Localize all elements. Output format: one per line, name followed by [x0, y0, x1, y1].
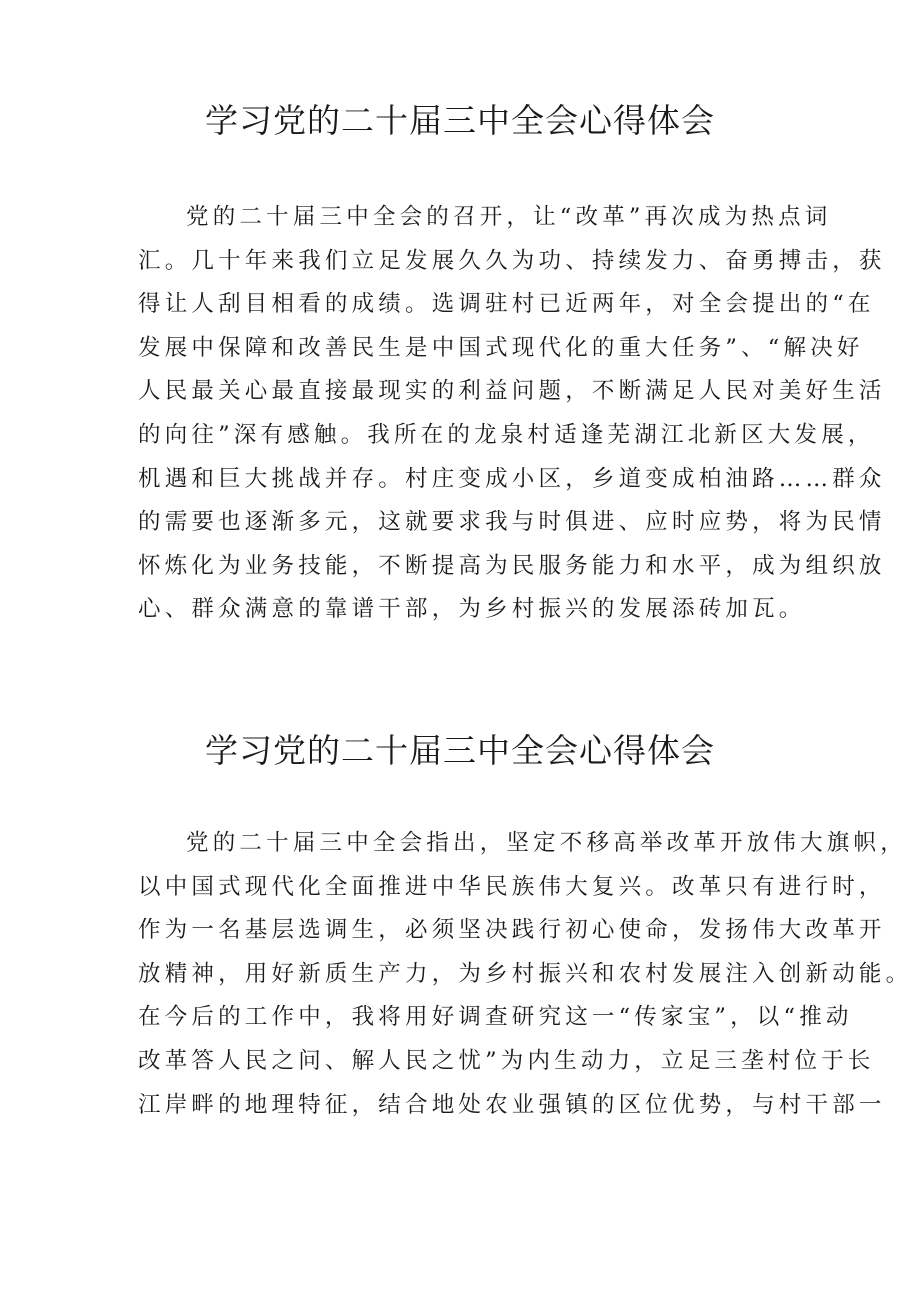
article-2-body: [138, 822, 913, 1127]
article-1-line: 的需要也逐渐多元，这就要求我与时俱进、应时应势，将为民情: [138, 509, 886, 536]
article-1-line: 人民最关心最直接最现实的利益问题，不断满足人民对美好生活: [138, 378, 886, 405]
article-2-line: 以中国式现代化全面推进中华民族伟大复兴。改革只有进行时，: [138, 873, 886, 900]
article-1-line: 发展中保障和改善民生是中国式现代化的重大任务”、“解决好: [138, 334, 864, 361]
article-1-body: [138, 196, 886, 632]
article-1-title: 学习党的二十届三中全会心得体会: [205, 101, 715, 140]
article-1-line: 汇。几十年来我们立足发展久久为功、持续发力、奋勇搏击，获: [138, 247, 886, 274]
article-2-line: 放精神，用好新质生产力，为乡村振兴和农村发展注入创新动能。: [138, 960, 913, 987]
article-2-line: 党的二十届三中全会指出，坚定不移高举改革开放伟大旗帜，: [186, 830, 907, 856]
article-1-line: 的向往”深有感触。我所在的龙泉村适逢芜湖江北新区大发展，: [138, 421, 875, 448]
article-2-title: 学习党的二十届三中全会心得体会: [205, 731, 715, 770]
article-2-line: 改革答人民之问、解人民之忧”为内生动力，立足三垄村位于长: [138, 1047, 875, 1074]
article-1-line: 心、群众满意的靠谱干部，为乡村振兴的发展添砖加瓦。: [138, 596, 806, 623]
article-1-line: 怀炼化为业务技能，不断提高为民服务能力和水平，成为组织放: [138, 552, 886, 579]
article-2-line: 作为一名基层选调生，必须坚决践行初心使命，发扬伟大改革开: [138, 917, 886, 944]
article-1-line: 机遇和巨大挑战并存。村庄变成小区，乡道变成柏油路……群众: [138, 465, 886, 492]
article-1-line: 党的二十届三中全会的召开，让“改革”再次成为热点词: [186, 204, 832, 230]
article-2-line: 江岸畔的地理特征，结合地处农业强镇的区位优势，与村干部一: [138, 1091, 886, 1118]
article-1-line: 得让人刮目相看的成绩。选调驻村已近两年，对全会提出的“在: [138, 291, 875, 318]
article-2-line: 在今后的工作中，我将用好调查研究这一“传家宝”，以“推动: [138, 1004, 853, 1031]
